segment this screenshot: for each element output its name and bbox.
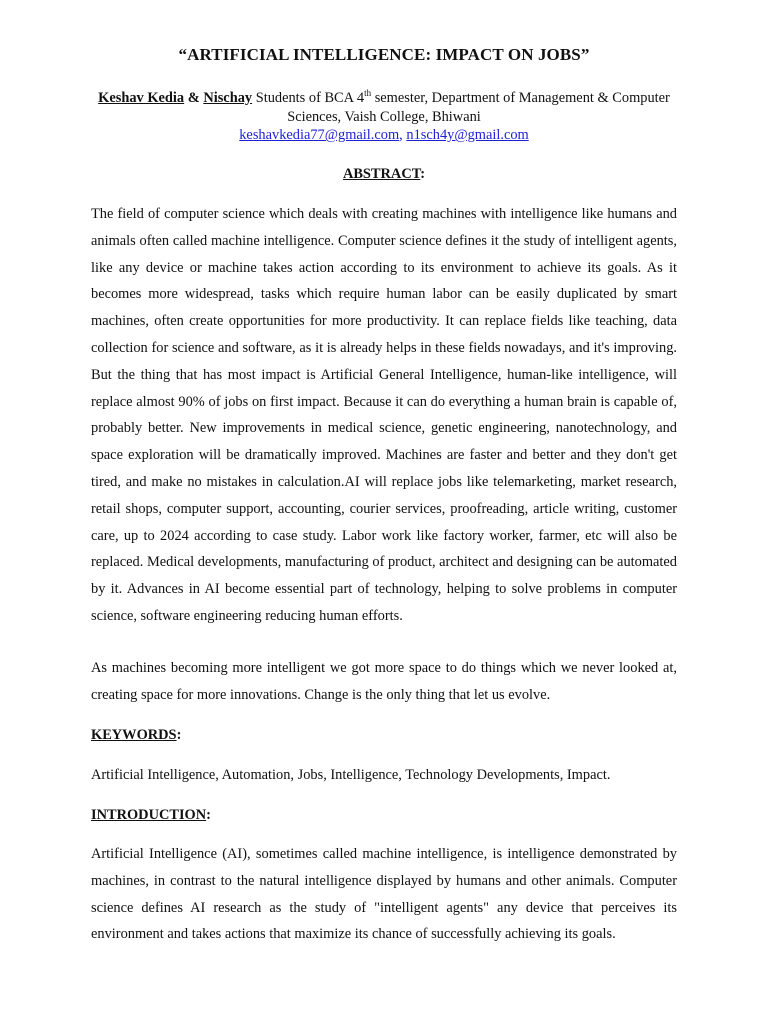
paper-title: “ARTIFICIAL INTELLIGENCE: IMPACT ON JOBS”	[178, 45, 590, 64]
introduction-paragraph: Artificial Intelligence (AI), sometimes called machine intelligence, is intelligence demonstrated by machines, in contrast to the natural intelligence displayed by humans and other animals. Computer science defines AI research as the study of "intelligent agents" any device that perceives its environment and takes actions that maximize its chance of successfully achieving its goals.	[91, 846, 677, 943]
author-name: Nischay	[203, 90, 253, 106]
email-line	[90, 126, 678, 145]
abstract-paragraph: As machines becoming more intelligent we got more space to do things which we never looked at, creating space for more innovations. Change is the only thing that let us evolve.	[91, 660, 677, 703]
ordinal-superscript: th	[364, 88, 372, 98]
author-block	[90, 89, 678, 145]
keywords-text: Artificial Intelligence, Automation, Jobs, Intelligence, Technology Developments, Impact.	[91, 767, 611, 783]
author-name: Keshav Kedia	[98, 90, 185, 106]
email-link[interactable]: n1sch4y@gmail.com	[406, 127, 529, 143]
keywords-heading: KEYWORDS:	[91, 727, 182, 743]
author-separator: &	[187, 90, 200, 106]
introduction-heading: INTRODUCTION:	[91, 807, 211, 823]
author-description: Students of BCA 4th semester, Department of Management & Computer Sciences, Vaish College, Bhiwani	[255, 88, 670, 125]
email-separator: ,	[399, 127, 403, 143]
email-link[interactable]: keshavkedia77@gmail.com	[239, 127, 400, 143]
abstract-paragraph: The field of computer science which deals with creating machines with intelligence like humans and animals often called machine intelligence. Computer science defines it the study of intelligent agents, like any device or machine takes action according to its environment to achieve its goals. As it becomes more widespread, tasks which require human labor can be easily duplicated by smart machines, often create opportunities for more productivity. It can replace fields like teaching, data collection for science and software, as it is already helps in these fields nowadays, and it's improving. But the thing that has most impact is Artificial General Intelligence, human-like intelligence, will replace almost 90% of jobs on first impact. Because it can do everything a human brain is capable of, probably better. New improvements in medical science, genetic engineering, nanotechnology, and space exploration will be dramatically improved. Machines are faster and better and they don't get tired, and make no mistakes in calculation.AI will replace jobs like telemarketing, market research, retail shops, computer support, accounting, courier services, proofreading, article writing, customer care, up to 2024 according to case study. Labor work like factory worker, farmer, etc will also be replaced. Medical developments, manufacturing of product, architect and designing can be automated by it. Advances in AI become essential part of technology, helping to solve problems in computer science, software engineering reducing human efforts.	[91, 206, 677, 624]
abstract-heading: ABSTRACT:	[342, 166, 426, 182]
